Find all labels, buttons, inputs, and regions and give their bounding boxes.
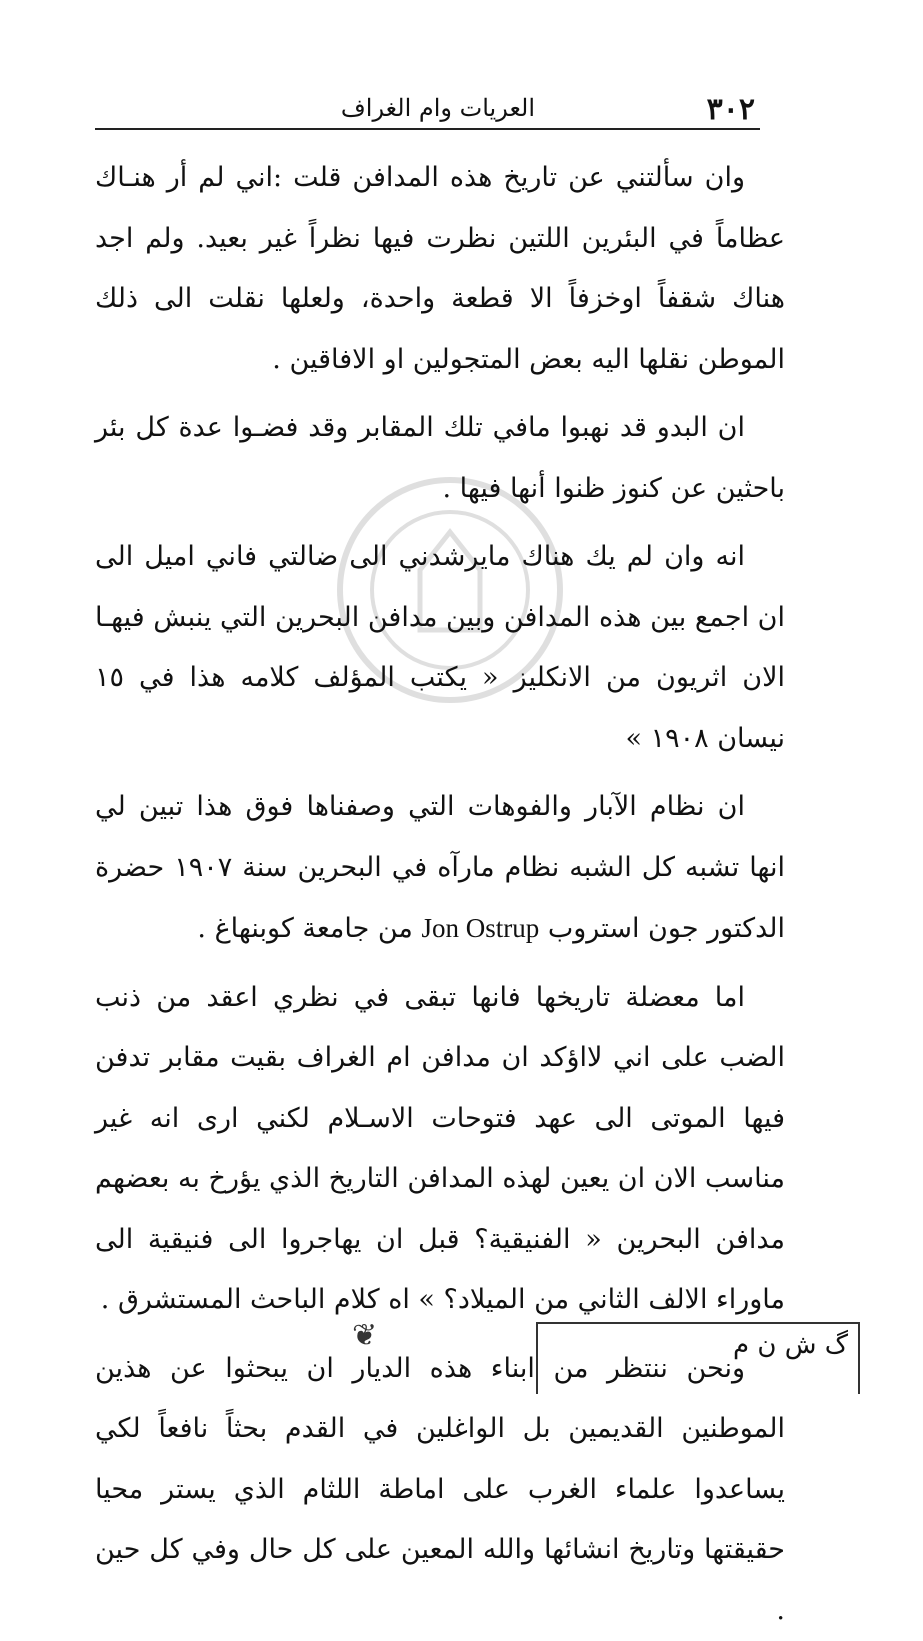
- paragraph-1: وان سألتني عن تاريخ هذه المدافن قلت :اني لم أر هنـاك عظاماً في البئرين اللتين نظرت فيها نظراً غير بعيد. ولم اجد هناك شقفاً اوخزفاً الا قطعة واحدة، ولعلها نقلت الى ذلك الموطن نقلها اليه بعض المتجولين او الافاقين .: [95, 148, 785, 390]
- latin-name: Jon Ostrup: [421, 913, 539, 943]
- stamp-text: گ ش ن م: [733, 1330, 848, 1360]
- paragraph-6: ونحن ننتظر من ابناء هذه الديار ان يبحثوا عن هذين الموطنين القديمين بل الواغلين في القدم بحثاً نافعاً لكي يساعدوا علماء الغرب على اماطة اللثام الذي يستر محيا حقيقتها وتاريخ انشائها والله المعين على كل حال وفي كل حين .: [95, 1339, 785, 1641]
- paragraph-4: [95, 777, 785, 960]
- paragraph-5: اما معضلة تاريخها فانها تبقى في نظري اعقد من ذنب الضب على اني لااؤكد ان مدافن ام الغراف بقيت مقابر تدفن فيها الموتى الى عهد فتوحات الاسـلام لكني ارى انه غير مناسب الان ان يعين لهذه المدافن التاريخ الذي يؤرخ به بعضهم مدافن البحرين « الفنيقية؟ قبل ان يهاجروا الى فنيقية الى ماوراء الالف الثاني من الميلاد؟ » اه كلام الباحث المستشرق .: [95, 968, 785, 1331]
- paragraph-4-tail: من جامعة كوبنهاغ .: [197, 913, 412, 944]
- paragraph-3: انه وان لم يك هناك مايرشدني الى ضالتي فاني اميل الى ان اجمع بين هذه المدافن وبين مدافن البحرين التي ينبش فيهـا الان اثريون من الانكليز « يكتب المؤلف كلامه هذا في ١٥ نيسان ١٩٠٨ »: [95, 527, 785, 769]
- page-number: ٣٠٢: [707, 92, 755, 127]
- running-title: العريات وام الغراف: [341, 94, 535, 122]
- body-text: [95, 148, 785, 1641]
- paragraph-4-text: ان نظام الآبار والفوهات التي وصفناها فوق هذا تبين لي انها تشبه كل الشبه نظام مارآه في البحرين سنة ١٩٠٧ حضرة الدكتور جون استروب: [95, 791, 785, 944]
- header-rule: [95, 128, 760, 130]
- page-ornament: ❦: [352, 1318, 377, 1353]
- page-header: [95, 92, 755, 128]
- library-stamp: [536, 1322, 860, 1394]
- paragraph-2: ان البدو قد نهبوا مافي تلك المقابر وقد فضـوا عدة كل بئر باحثين عن كنوز ظنوا أنها فيها .: [95, 398, 785, 519]
